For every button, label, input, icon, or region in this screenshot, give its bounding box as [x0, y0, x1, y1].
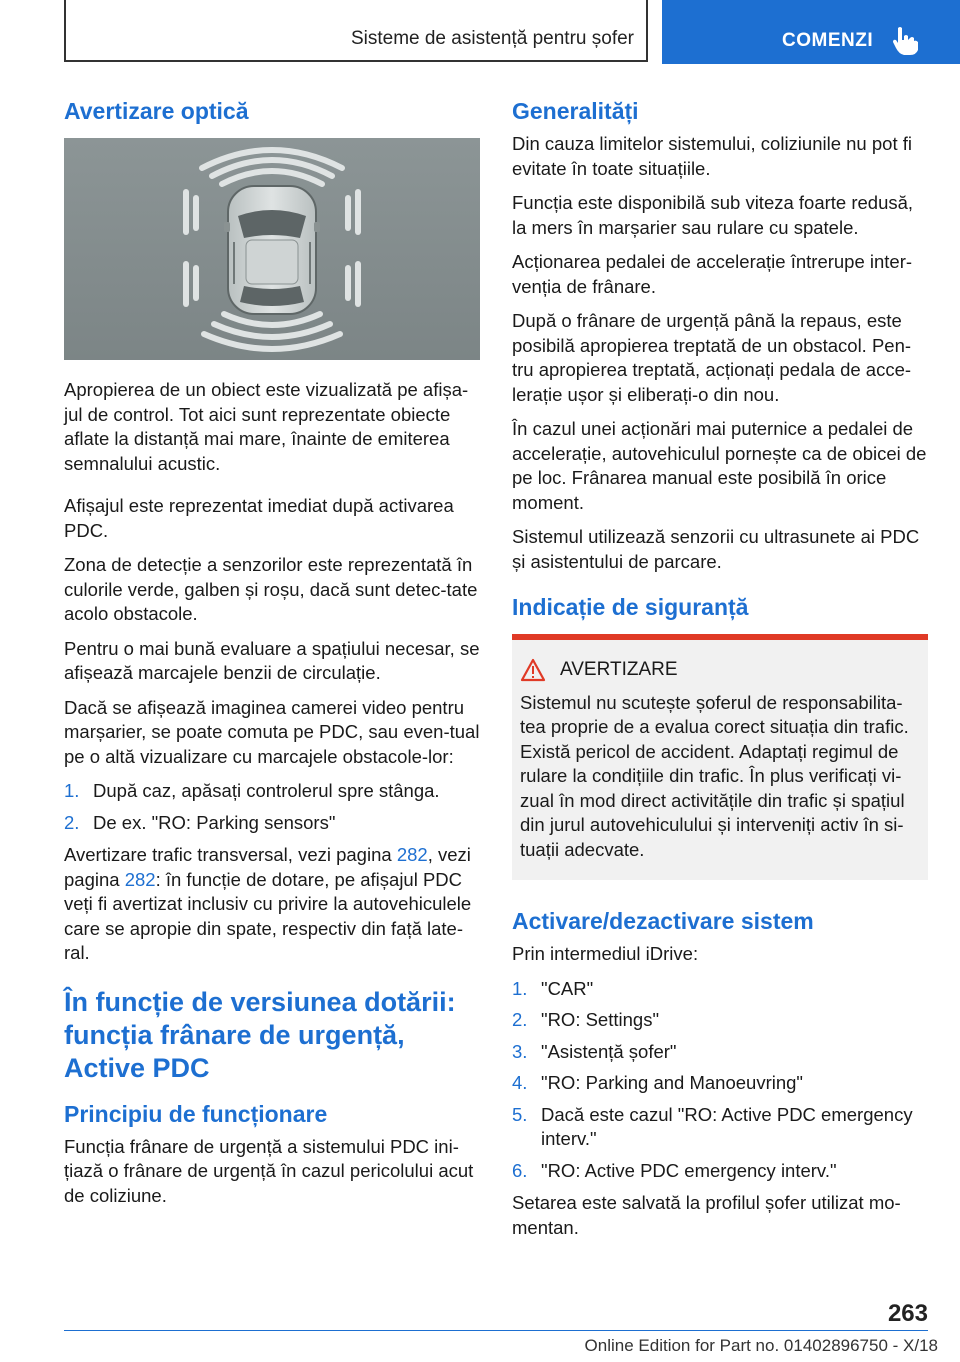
text-fragment: , vezi pagina [64, 844, 471, 890]
paragraph: Sistemul utilizează senzorii cu ultrasunete ai PDC și asistentului de parcare. [512, 526, 920, 572]
page-link[interactable]: 282 [124, 868, 156, 890]
step-number: 2. [512, 1009, 528, 1030]
paragraph: Prin intermediul iDrive: [512, 943, 699, 964]
heading-activation: Activare/dezactivare sistem [512, 908, 814, 934]
paragraph: Afișajul este reprezentat imediat după activarea PDC. [64, 495, 454, 541]
paragraph: Pentru o mai bună evaluare a spațiului necesar, se afișează marcajele benzii de circulație. [64, 637, 480, 683]
step-text: "RO: Parking and Manoeuvring" [541, 1072, 803, 1093]
pdc-car-illustration [64, 138, 480, 360]
right-column [512, 96, 928, 1250]
step-text: După caz, apăsați controlerul spre stânga. [93, 780, 440, 801]
paragraph: În cazul unei acționări mai puternice a pedalei de accelerație, autovehiculul pornește ca de obicei de pe loc. Frânarea manual este posibilă în orice moment. [512, 418, 927, 513]
step-number: 1. [512, 977, 528, 999]
paragraph: Din cauza limitelor sistemului, coliziunile nu pot fi evitate în toate situațiile. [512, 133, 912, 179]
list-item [512, 977, 928, 1002]
step-number: 2. [64, 811, 80, 833]
left-column [64, 96, 480, 1218]
list-item [512, 1071, 928, 1096]
list-item [512, 1008, 928, 1033]
step-text: "RO: Active PDC emergency interv." [541, 1159, 837, 1181]
step-number: 6. [512, 1159, 528, 1181]
list-item [512, 1103, 928, 1152]
page-number: 263 [887, 1300, 928, 1327]
paragraph: Funcția frânare de urgență a sistemului PDC ini-țiază o frânare de urgență în cazul pericolului acut de coliziune. [64, 1135, 474, 1206]
cross-traffic-paragraph [64, 843, 480, 966]
paragraph: Funcția este disponibilă sub viteza foarte redusă, la mers în marșarier sau rulare cu spatele. [512, 192, 914, 238]
list-item [64, 811, 480, 836]
step-text: "RO: Settings" [541, 1009, 660, 1030]
step-text: "CAR" [541, 977, 594, 999]
step-number: 5. [512, 1103, 528, 1125]
paragraph: Setarea este salvată la profilul șofer utilizat mo-mentan. [512, 1192, 901, 1238]
hand-pointer-icon [892, 26, 920, 56]
activation-steps-list [512, 977, 928, 1184]
heading-emergency-braking: În funcție de versiunea dotării: funcția frânare de urgență, Active PDC [64, 986, 456, 1083]
step-number: 1. [64, 780, 80, 801]
text-fragment: : în funcție de dotare, pe afișajul PDC veți fi avertizat inclusiv cu privire la autovehiculele care se apropie din spate, respectiv din față late-ral. [64, 868, 472, 963]
list-item [512, 1040, 928, 1065]
step-number: 3. [512, 1040, 528, 1062]
header-box [64, 0, 648, 62]
header-title: Sisteme de asistență pentru șofer [350, 28, 634, 49]
heading-principle: Principiu de funcționare [64, 1100, 328, 1127]
footer-divider [64, 1330, 928, 1331]
heading-safety: Indicație de siguranță [512, 594, 749, 620]
warning-text: Sistemul nu scutește șoferul de responsabilita-tea proprie de a evalua corect situația din trafic. Există pericol de accident. Adaptați regimul de rulare la condițiile din trafic. În plus verificați vi-zual în mod direct activitățile din trafic și spațiul din jurul autovehiculului și interveniți activ în si-tuații adecvate. [520, 691, 909, 860]
step-text: "Asistență șofer" [541, 1040, 677, 1062]
paragraph: Apropierea de un obiect este vizualizată pe afișa-jul de control. Tot aici sunt reprezentate obiecte aflate la distanță mai mare, înainte de emiterea semnalului acustic. [64, 379, 469, 474]
warning-box [512, 634, 928, 880]
page-link[interactable]: 282 [396, 844, 428, 865]
heading-general: Generalități [512, 98, 639, 124]
heading-visual-warning: Avertizare optică [64, 98, 249, 124]
paragraph: După o frânare de urgență până la repaus, este posibilă apropierea treptată de un obstacol. Pen-tru apropierea treptată, acționați pedala de acce-lerație ușor și eliberați-o din nou. [512, 310, 912, 405]
step-text: De ex. "RO: Parking sensors" [93, 811, 336, 833]
step-number: 4. [512, 1072, 528, 1093]
list-item [64, 779, 480, 804]
warning-header [520, 658, 920, 683]
paragraph: Acționarea pedalei de accelerație întrerupe inter-venția de frânare. [512, 251, 913, 297]
tab-label: COMENZI [782, 30, 874, 51]
text-fragment: Avertizare trafic transversal, vezi pagina [64, 844, 397, 865]
paragraph: Dacă se afișează imaginea camerei video pentru marșarier, se poate comuta pe PDC, sau even-tual pe o altă vizualizare cu marcajele obstacole-lor: [64, 696, 480, 767]
warning-triangle-icon [520, 658, 546, 682]
step-text: Dacă este cazul "RO: Active PDC emergency interv." [541, 1103, 913, 1149]
pdc-steps-list [64, 779, 480, 835]
paragraph: Zona de detecție a senzorilor este reprezentată în culorile verde, galben și roșu, dacă sunt detec-tate acolo obstacole. [64, 554, 478, 624]
warning-title: AVERTIZARE [560, 659, 678, 680]
list-item [512, 1159, 928, 1184]
footer-edition: Online Edition for Part no. 01402896750 - X/18 [584, 1336, 938, 1355]
